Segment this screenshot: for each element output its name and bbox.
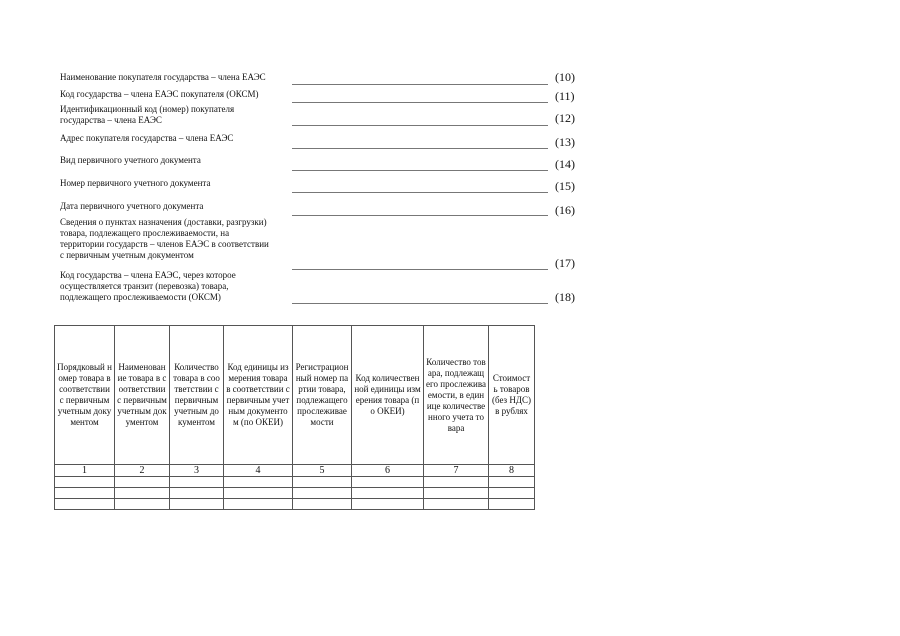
- table-row: [55, 477, 535, 488]
- table-cell[interactable]: [352, 477, 424, 488]
- field-label-transit-country-code: Код государства – члена ЕАЭС, через которое осуществляется транзит (перевозка) товара, подлежащего прослеживаемости (ОКСМ): [60, 270, 236, 302]
- table-cell[interactable]: [424, 477, 489, 488]
- field-number-10: (10): [555, 70, 575, 84]
- table-cell[interactable]: [489, 499, 535, 510]
- column-header-serial-number: Порядковый номер товара в соответствии с первичным учетным документом: [55, 326, 115, 465]
- column-header-goods-name: Наименование товара в соответствии с первичным учетным документом: [115, 326, 170, 465]
- table-header-row: [55, 326, 535, 465]
- field-line-document-date[interactable]: [292, 215, 548, 216]
- field-line-document-number[interactable]: [292, 192, 548, 193]
- field-number-11: (11): [555, 89, 575, 103]
- field-line-transit-country-code[interactable]: [292, 303, 548, 304]
- column-number: 8: [489, 465, 535, 477]
- table-cell[interactable]: [115, 477, 170, 488]
- table-cell[interactable]: [352, 488, 424, 499]
- table-cell[interactable]: [293, 488, 352, 499]
- table-cell[interactable]: [424, 488, 489, 499]
- table-row: [55, 499, 535, 510]
- field-label-buyer-id-code: Идентификационный код (номер) покупателя государства – члена ЕАЭС: [60, 104, 235, 125]
- table-cell[interactable]: [55, 477, 115, 488]
- table-cell[interactable]: [489, 477, 535, 488]
- field-label-document-number: Номер первичного учетного документа: [60, 178, 211, 188]
- field-label-buyer-address: Адрес покупателя государства – члена ЕАЭС: [60, 133, 234, 143]
- field-number-13: (13): [555, 135, 575, 149]
- field-line-destination-points[interactable]: [292, 269, 548, 270]
- field-line-buyer-name[interactable]: [292, 84, 548, 85]
- table-cell[interactable]: [293, 477, 352, 488]
- column-number: 3: [170, 465, 224, 477]
- table-cell[interactable]: [424, 499, 489, 510]
- column-number: 7: [424, 465, 489, 477]
- column-number: 6: [352, 465, 424, 477]
- table-cell[interactable]: [170, 499, 224, 510]
- field-label-buyer-country-code: Код государства – члена ЕАЭС покупателя (ОКСМ): [60, 89, 259, 99]
- table-cell[interactable]: [293, 499, 352, 510]
- column-number: 2: [115, 465, 170, 477]
- field-line-buyer-country-code[interactable]: [292, 102, 548, 103]
- column-number-row: [55, 465, 535, 477]
- field-number-15: (15): [555, 179, 575, 193]
- field-line-buyer-id-code[interactable]: [292, 125, 548, 126]
- goods-table: [54, 325, 535, 510]
- table-cell[interactable]: [224, 499, 293, 510]
- column-number: 4: [224, 465, 293, 477]
- table-cell[interactable]: [170, 488, 224, 499]
- column-header-unit-code: Код единицы измерения товара в соответствии с первичным учетным документом (по ОКЕИ): [224, 326, 293, 465]
- field-number-16: (16): [555, 203, 575, 217]
- column-number: 5: [293, 465, 352, 477]
- field-line-buyer-address[interactable]: [292, 148, 548, 149]
- field-number-18: (18): [555, 290, 575, 304]
- table-cell[interactable]: [489, 488, 535, 499]
- field-label-document-date: Дата первичного учетного документа: [60, 201, 204, 211]
- column-header-cost: Стоимость товаров (без НДС) в рублях: [489, 326, 535, 465]
- table-cell[interactable]: [115, 488, 170, 499]
- column-header-traceable-quantity: Количество товара, подлежащего прослеживаемости, в единице количественного учета товара: [424, 326, 489, 465]
- column-header-batch-number: Регистрационный номер партии товара, подлежащего прослеживаемости: [293, 326, 352, 465]
- table-cell[interactable]: [55, 488, 115, 499]
- table-cell[interactable]: [115, 499, 170, 510]
- table-cell[interactable]: [170, 477, 224, 488]
- field-number-17: (17): [555, 256, 575, 270]
- field-number-14: (14): [555, 157, 575, 171]
- table-cell[interactable]: [352, 499, 424, 510]
- column-header-quantity-unit-code: Код количественной единицы измерения товара (по ОКЕИ): [352, 326, 424, 465]
- column-number: 1: [55, 465, 115, 477]
- table-row: [55, 488, 535, 499]
- field-label-document-type: Вид первичного учетного документа: [60, 155, 201, 165]
- table-cell[interactable]: [224, 488, 293, 499]
- table-cell[interactable]: [224, 477, 293, 488]
- column-header-quantity: Количество товара в соответствии с первичным учетным документом: [170, 326, 224, 465]
- field-number-12: (12): [555, 111, 575, 125]
- field-label-destination-points: Сведения о пунктах назначения (доставки, разгрузки) товара, подлежащего прослеживаемости, на территории государств – членов ЕАЭС в соответствии с первичным учетным документом: [60, 217, 269, 260]
- field-line-document-type[interactable]: [292, 170, 548, 171]
- field-label-buyer-name: Наименование покупателя государства – члена ЕАЭС: [60, 72, 266, 82]
- table-cell[interactable]: [55, 499, 115, 510]
